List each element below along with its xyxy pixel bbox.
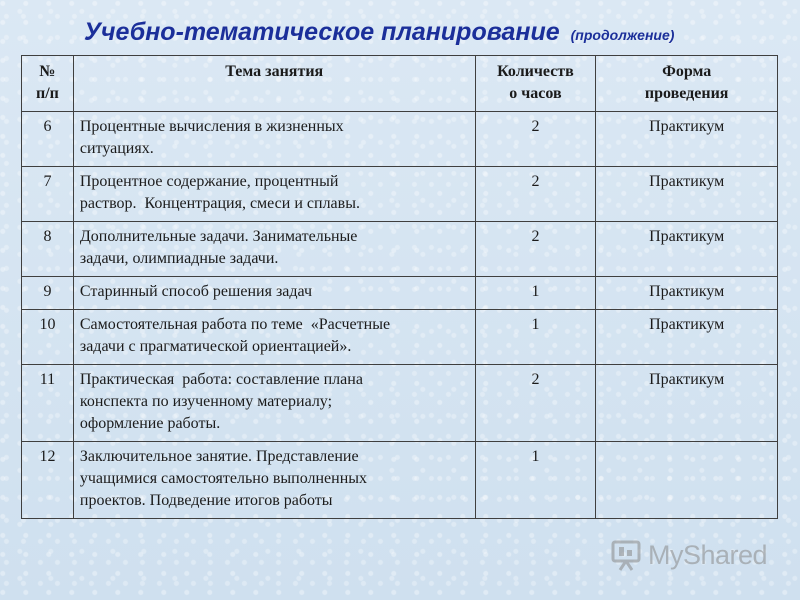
row-form: Практикум: [596, 112, 778, 167]
topic-line: Процентные вычисления в жизненных: [79, 118, 344, 135]
row-num: 11: [22, 365, 74, 442]
topic-line: Практическая работа: составление плана: [79, 371, 363, 388]
myshared-logo-icon: [610, 538, 644, 572]
row-topic: [73, 442, 475, 519]
row-form: [596, 442, 778, 519]
row-hours: 1: [475, 277, 596, 310]
topic-line: задачи, олимпиадные задачи.: [79, 250, 279, 267]
table-row: [22, 310, 778, 365]
row-form: Практикум: [596, 310, 778, 365]
table-row: [22, 365, 778, 442]
header-hours: [475, 56, 596, 112]
row-num: 9: [22, 277, 74, 310]
row-hours: 1: [475, 442, 596, 519]
row-topic: [73, 222, 475, 277]
page-title: [84, 18, 674, 47]
title-main: Учебно-тематическое планирование: [84, 18, 560, 46]
row-topic: [73, 310, 475, 365]
row-topic: [73, 365, 475, 442]
table-row: [22, 222, 778, 277]
topic-line: раствор. Концентрация, смеси и сплавы.: [79, 195, 360, 212]
header-topic: Тема занятия: [73, 56, 475, 112]
topic-line: конспекта по изученному материалу;: [79, 393, 333, 410]
row-form: Практикум: [596, 365, 778, 442]
header-num-line2: п/п: [35, 85, 59, 102]
row-num: 8: [22, 222, 74, 277]
header-form-line2: проведения: [644, 85, 729, 102]
header-form-line1: Форма: [662, 63, 712, 80]
header-num: [22, 56, 74, 112]
row-num: 12: [22, 442, 74, 519]
table-row: [22, 112, 778, 167]
row-hours: 2: [475, 365, 596, 442]
plan-table: [21, 55, 778, 519]
row-topic: [73, 112, 475, 167]
topic-line: ситуациях.: [79, 140, 154, 157]
topic-line: Самостоятельная работа по теме «Расчетные: [79, 316, 391, 333]
table-header-row: [22, 56, 778, 112]
topic-line: оформление работы.: [79, 415, 221, 432]
watermark-text: MyShared: [648, 539, 768, 570]
table-row: [22, 167, 778, 222]
row-hours: 2: [475, 167, 596, 222]
row-form: Практикум: [596, 277, 778, 310]
topic-line: Дополнительные задачи. Занимательные: [79, 228, 358, 245]
topic-line: проектов. Подведение итогов работы: [79, 492, 333, 509]
table-row: [22, 442, 778, 519]
table-row: [22, 277, 778, 310]
header-num-line1: №: [39, 63, 56, 80]
topic-line: задачи с прагматической ориентацией».: [79, 338, 352, 355]
topic-line: учащимися самостоятельно выполненных: [79, 470, 368, 487]
row-form: Практикум: [596, 222, 778, 277]
row-topic: [73, 167, 475, 222]
topic-line: Заключительное занятие. Представление: [79, 448, 359, 465]
row-hours: 2: [475, 112, 596, 167]
row-form: Практикум: [596, 167, 778, 222]
row-topic: [73, 277, 475, 310]
title-subtitle: (продолжение): [570, 27, 675, 43]
topic-line: Процентное содержание, процентный: [79, 173, 339, 190]
row-num: 7: [22, 167, 74, 222]
topic-line: Старинный способ решения задач: [79, 283, 313, 300]
watermark: [610, 538, 767, 572]
header-hours-line1: Количеств: [497, 63, 574, 80]
row-num: 10: [22, 310, 74, 365]
row-num: 6: [22, 112, 74, 167]
header-hours-line2: о часов: [509, 85, 562, 102]
row-hours: 1: [475, 310, 596, 365]
header-form: [596, 56, 778, 112]
row-hours: 2: [475, 222, 596, 277]
